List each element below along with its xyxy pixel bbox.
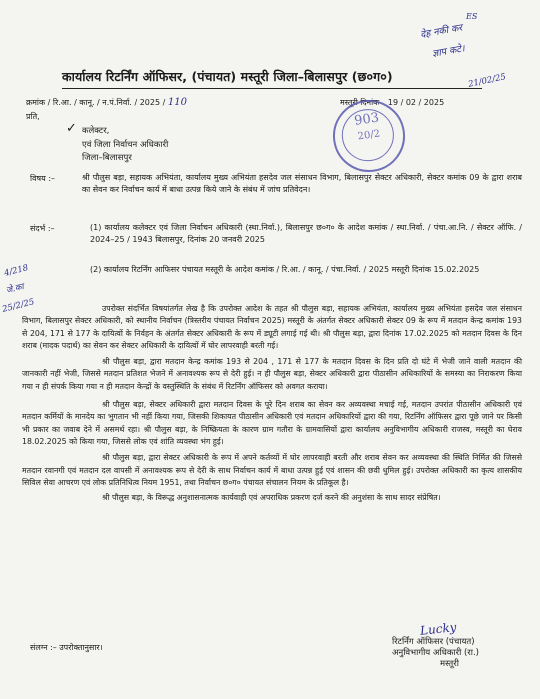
handwritten-margin-2: जे.का — [5, 281, 25, 296]
letter-date-label: मस्तूरी दिनांक — [340, 98, 380, 107]
body-paragraph-3: श्री पौलुस बड़ा, सेक्टर अधिकारी द्वारा मतदान दिवस के पूरे दिन शराब का सेवन कर अव्यवस्था मचाई गई, मतदान उपरांत पीठासीन अधिकारी एवं मतदान कर्मियों के मानदेय का भुगतान भी नहीं किया गया, जिसकी शिकायत पीठासीन अधिकारी एवं मतदान अधिकारियों द्वारा की गया, रिटर्निंग ऑफिसर द्वारा पूछे जाने पर किसी भी प्रकार का जवाब देने में असमर्थ रहा। श्री पौलुस बड़ा, के निष्क्रियता के कारण ग्राम गतौरा के ग्रामवासियों द्वारा कार्यालय अनुविभागीय अधिकारी राजस्व, मस्तूरी का घेराव 18.02.2025 को किया गया, जिससे लोक एवं शांति व्यवस्था भंग हुई। — [22, 400, 522, 446]
signature-line1: रिटर्निंग ऑफिसर (पंचायत) — [392, 637, 475, 647]
handwritten-note-line1: देह नकी कर — [419, 22, 464, 41]
handwritten-margin-3: 25/2/25 — [1, 297, 36, 315]
subject-label: विषय :– — [30, 174, 56, 183]
reference-label: संदर्भ :– — [30, 224, 55, 233]
header-divider — [62, 88, 482, 89]
signature-block — [392, 637, 532, 670]
handwritten-note-date: 21/02/25 — [467, 72, 507, 90]
body-paragraphs — [22, 303, 522, 504]
addressee-line3: जिला–बिलासपुर — [82, 153, 132, 163]
letter-number-label: क्रमांक / रि.आ. / कानू. / न.पं.निर्वा. / 2025 / — [26, 98, 166, 107]
reference-item-2: (2) कार्यालय रिटर्निंग आफिसर पंचायत मस्तूरी के आदेश कमांक / रि.आ. / कानू. / पंचा.निर्वा. / 2025 मस्तूरी दिनांक 15.02.2025 — [90, 265, 480, 274]
reference-item-1: (1) कार्यालय कलेक्टर एवं जिला निर्वाचन अधिकारी (स्था.निर्वा.), बिलासपुर छ०ग० के आदेश कमांक / स्था.निर्वा. / पंचा.आ.नि. / सेक्टर ऑफि. / 2024–25 / 1943 बिलासपुर, दिनांक 20 जनवरी 2025 — [90, 223, 522, 244]
addressee-line1: कलेक्टर, — [82, 126, 110, 136]
body-paragraph-4: श्री पौलुस बड़ा, द्वारा सेक्टर अधिकारी के रूप में अपने कर्तव्यों में घोर लापरवाही बरती और शराब सेवन कर अव्यवस्था की स्थिति निर्मित की जिससे मतदान रवानगी एवं मतदान दल वापसी में अनावश्यक रूप से देरी के साथ निर्वाचन कार्य में बाधा उत्पन्न हुई एवं शासन की छवी धुमिल हुई। उपरोक्त अधिकारी का कृत्य शासकीय सिविल सेवा आचरण एवं लोक प्रतिनिधित्व नियम 1951, तथा निर्वाचन छ०ग० पंचायत संचालन नियम के प्रतिकूल है। — [22, 453, 522, 487]
signature-line2: अनुविभागीय अधिकारी (रा.) — [392, 648, 479, 658]
office-header-title: कार्यालय रिटर्निंग ऑफिसर, (पंचायत) मस्तूरी जिला–बिलासपुर (छ०ग०) — [62, 69, 393, 84]
inward-stamp-date: 20/2 — [357, 128, 381, 143]
body-paragraph-5: श्री पौलुस बड़ा, के विरूद्ध अनुशासनात्मक कार्यवाही एवं अपराधिक प्रकरण दर्ज करने की अनुशंसा के साथ सादर संप्रेषित। — [102, 493, 441, 503]
addressee-block — [82, 125, 282, 166]
signature-mark: Lucky — [419, 620, 458, 638]
check-mark-icon: ✓ — [66, 121, 77, 136]
signature-line3: मस्तूरी — [440, 659, 459, 669]
letter-number-value: 110 — [167, 97, 187, 108]
handwritten-note-es: ES — [466, 12, 478, 21]
handwritten-note-line2: ज्ञाप कटे। — [431, 43, 466, 60]
body-paragraph-1: उपरोक्त संदर्भित विषयांतर्गत लेख है कि उपरोक्त आदेश के तहत श्री पौलुस बड़ा, सहायक अभियंता, कार्यालय मुख्य अभियंता हसदेव जल संसाधन विभाग, बिलासपुर सेक्टर अधिकारी, को स्थानीय निर्वाचन (त्रिस्तरीय पंचायत निर्वाचन 2025) मस्तूरी के अंतर्गत सेक्टर अधिकारी सेक्टर 09 के रूप में मतदान केन्द्र कमांक 193 से 204, 171 से 177 के दायित्वों के निर्वहन के अंतर्गत सेक्टर अधिकारी के रूप में ड्यूटी लगाई गई थी। श्री पौलुस बड़ा, द्वारा दिनांक 17.02.2025 को मतदान दिवस के दिन शराब (मादक पदार्थ) का सेवन कर सेक्टर अधिकारी के दायित्वों में घोर लापरवाही बरती गई। — [22, 304, 522, 350]
prati-label: प्रति, — [26, 112, 40, 121]
enclosure-note: संलग्न :– उपरोक्तानुसार। — [30, 643, 103, 652]
inward-stamp-number: 903 — [353, 110, 381, 129]
handwritten-margin-1: 4/218 — [3, 263, 30, 279]
addressee-line2: एवं जिला निर्वाचन अधिकारी — [82, 139, 169, 150]
subject-text: श्री पौलुस बड़ा, सहायक अभियंता, कार्यालय मुख्य अभियंता हसदेव जल संसाधन विभाग, बिलासपुर सेक्टर अधिकारी, सेक्टर कमांक 09 के द्वारा शराब का सेवन कर निर्वाचन कार्य में बाधा उत्पन्न किये जाने के संबंध में जांच प्रतिवेदन। — [82, 173, 522, 194]
letter-date-value: 19 / 02 / 2025 — [387, 98, 445, 107]
body-paragraph-2: श्री पौलुस बड़ा, द्वारा मतदान केन्द्र कमांक 193 से 204 , 171 से 177 के मतदान दिवस के दिन प्रति दो घंटे में भेजी जाने वाली मतदान की जानकारी नहीं भेजी, जिससे मतदान प्रतिशत भेजने में अनावश्यक रूप से देरी हुई। न ही पौलुस बड़ा, सेक्टर अधिकारी द्वारा पीठासीन अधिकारियों के समस्या का निराकरण किया गया न ही संपर्क किया गया न ही मतदान केन्द्रों के वस्तुस्थिति के संबंध में रिटर्निंग ऑफिसर को अवगत कराया। — [22, 357, 522, 391]
letter-number — [26, 97, 187, 108]
